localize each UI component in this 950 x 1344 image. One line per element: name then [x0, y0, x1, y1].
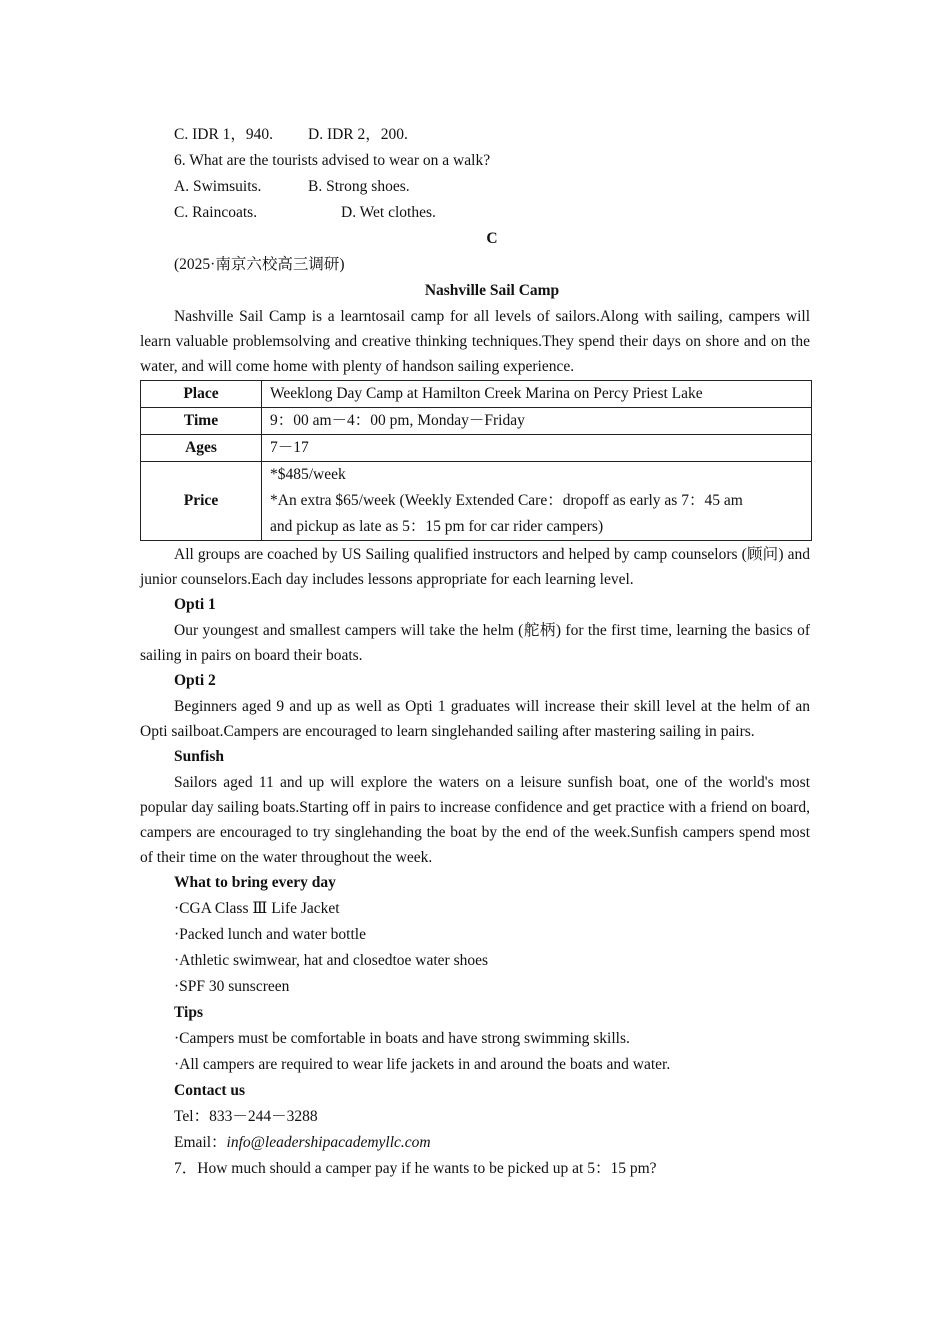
list-item: ·CGA Class Ⅲ Life Jacket	[174, 900, 340, 917]
time-value: 9：00 am－4：00 pm, Monday－Friday	[262, 408, 812, 435]
ages-label: Ages	[141, 435, 262, 462]
place-label: Place	[141, 381, 262, 408]
table-row	[141, 408, 812, 435]
camp-info-table	[140, 380, 812, 541]
sunfish-paragraph: Sailors aged 11 and up will explore the waters on a leisure sunfish boat, one of the world's most popular day sailing boats.Starting off in pairs to increase confidence and get practice with a friend on board, campers are encouraged to try singlehanding the boat by the end of the week.Sunfish campers spend most of their time on the water throughout the week.	[140, 774, 810, 866]
price-label: Price	[141, 462, 262, 541]
option-d: D. Wet clothes.	[341, 204, 436, 221]
price-line: and pickup as late as 5：15 pm for car rider campers)	[270, 518, 604, 535]
price-line: *An extra $65/week (Weekly Extended Care：dropoff as early as 7：45 am	[270, 492, 743, 509]
intro-paragraph: Nashville Sail Camp is a learntosail camp for all levels of sailors.Along with sailing, campers will learn valuable problemsolving and creative thinking techniques.They spend their days on shore and on the water, and will come home with plenty of handson sailing experience.	[140, 308, 810, 375]
sunfish-heading: Sunfish	[174, 748, 224, 765]
opti1-heading: Opti 1	[174, 596, 216, 613]
groups-paragraph: All groups are coached by US Sailing qualified instructors and helped by camp counselors (顾问) and junior counselors.Each day includes lessons appropriate for each learning level.	[140, 546, 810, 588]
time-label: Time	[141, 408, 262, 435]
opti2-heading: Opti 2	[174, 672, 216, 689]
price-value	[262, 462, 812, 541]
option-b: B. Strong shoes.	[308, 178, 410, 195]
option-d: D. IDR 2，200.	[308, 126, 408, 143]
option-a: A. Swimsuits.	[174, 178, 262, 195]
list-item: ·All campers are required to wear life jackets in and around the boats and water.	[174, 1056, 671, 1073]
email-address: info@leadershipacademyllc.com	[226, 1134, 431, 1151]
option-line-ab	[140, 174, 810, 200]
place-value: Weeklong Day Camp at Hamilton Creek Marina on Percy Priest Lake	[262, 381, 812, 408]
contact-heading: Contact us	[174, 1082, 246, 1099]
tips-heading: Tips	[174, 1004, 204, 1021]
contact-tel	[140, 1104, 810, 1130]
document-page	[140, 122, 810, 1182]
tel-label: Tel：	[174, 1108, 210, 1125]
list-item: ·Campers must be comfortable in boats and have strong swimming skills.	[174, 1030, 630, 1047]
option-c: C. Raincoats.	[174, 204, 258, 221]
opti2-paragraph: Beginners aged 9 and up as well as Opti 1 graduates will increase their skill level at the helm of an Opti sailboat.Campers are encouraged to learn singlehanded sailing after mastering sailing in pairs.	[140, 698, 810, 740]
opti1-paragraph: Our youngest and smallest campers will take the helm (舵柄) for the first time, learning the basics of sailing in pairs on board their boats.	[140, 622, 810, 664]
question-6: 6. What are the tourists advised to wear on a walk?	[174, 152, 491, 169]
question-7: 7．How much should a camper pay if he wants to be picked up at 5：15 pm?	[174, 1160, 657, 1177]
ages-value: 7－17	[262, 435, 812, 462]
contact-email	[140, 1130, 810, 1156]
list-item: ·Athletic swimwear, hat and closedtoe water shoes	[174, 952, 489, 969]
price-line: *$485/week	[270, 466, 346, 483]
option-line-cd-2	[140, 200, 810, 226]
email-label: Email：	[174, 1134, 227, 1151]
option-line-cd	[140, 122, 810, 148]
list-item: ·SPF 30 sunscreen	[174, 978, 290, 995]
option-c: C. IDR 1，940.	[174, 126, 274, 143]
source-note: (2025·南京六校高三调研)	[174, 256, 345, 273]
bring-heading: What to bring every day	[174, 874, 336, 891]
section-letter: C	[486, 230, 498, 247]
passage-title: Nashville Sail Camp	[424, 282, 560, 299]
table-row	[141, 381, 812, 408]
table-row	[141, 462, 812, 541]
table-row	[141, 435, 812, 462]
list-item: ·Packed lunch and water bottle	[174, 926, 366, 943]
tel-number: 833－244－3288	[209, 1108, 318, 1125]
